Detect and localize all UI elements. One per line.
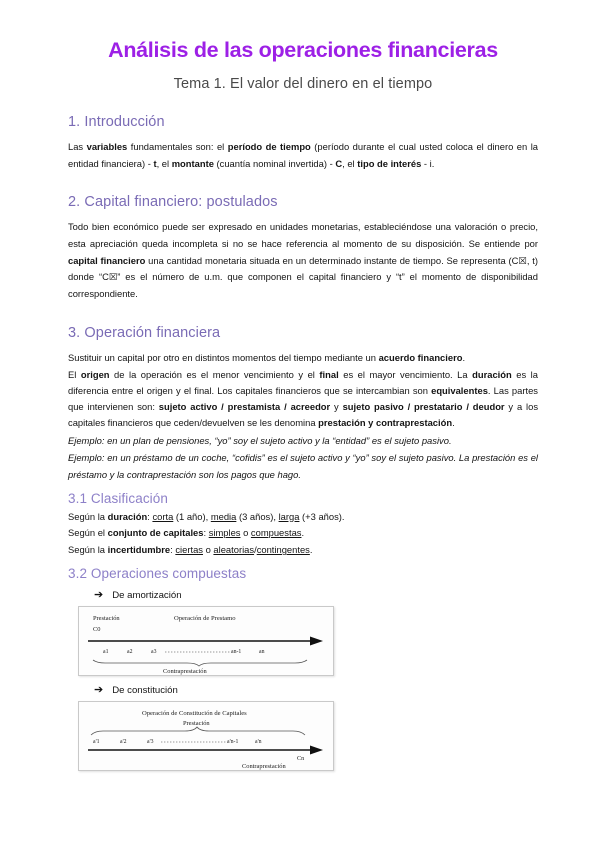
figure-operacion-de-prestamo: [78, 606, 334, 676]
text-run: Según el: [68, 527, 108, 539]
text-run: Según la: [68, 510, 108, 522]
figure2-payment-label: a'n: [255, 738, 262, 745]
example-plan-de-pensiones: Ejemplo: en un plan de pensiones, “yo” soy el sujeto activo y la “entidad” es el sujeto pasivo.: [68, 435, 452, 447]
text-run-bold: equivalentes: [431, 384, 488, 396]
text-run-bold: t: [153, 157, 157, 169]
figure2-payment-label: a'2: [120, 738, 127, 745]
arrow-right-icon: ➔: [94, 588, 104, 601]
text-run-bold: conjunto de capitales: [107, 527, 204, 539]
text-run: Todo bien económico puede ser expresado en unidades monetarias, estableciéndose una valoración o precio, esta apreciación queda incompleta si no se hace referencia al momento de su disposición. Se entiende por: [68, 221, 538, 249]
subsection-heading-clasificacion: 3.1 Clasificación: [68, 490, 168, 506]
text-run-bold: capital financiero: [68, 254, 146, 266]
text-run: .: [309, 544, 313, 556]
figure1-label-prestacion: Prestación: [93, 614, 120, 622]
clasificacion-line-duracion: [68, 509, 538, 526]
text-run: (período durante el cual usted coloca el dinero en la entidad financiera) -: [68, 140, 538, 169]
text-run-underline: aleatorias: [213, 544, 255, 556]
section-heading-capital-financiero: 2. Capital financiero: postulados: [68, 194, 278, 211]
text-run: . Las partes que intervienen son:: [68, 384, 538, 413]
figure1-title: Operación de Prestamo: [174, 614, 236, 622]
arrow-right-icon: ➔: [94, 683, 104, 696]
text-run: (cuantía nominal invertida) -: [213, 157, 336, 169]
text-run-underline: larga: [278, 510, 300, 522]
diagram-constitucion-canvas: [79, 702, 333, 770]
figure2-payment-label: a'n-1: [227, 738, 239, 745]
paragraph-operacion-sustituir: [68, 350, 538, 367]
text-run-underline: contingentes: [256, 544, 310, 556]
text-run-underline: corta: [152, 510, 174, 522]
text-run: Sustituir un capital por otro en distintos momentos del tiempo mediante un: [68, 351, 379, 363]
text-run: , el: [156, 157, 172, 169]
text-run-bold: origen: [80, 368, 110, 380]
figure1-payment-label: an: [259, 648, 265, 655]
figure2-payment-label: a'1: [93, 738, 100, 745]
text-run-bold: acuerdo financiero: [378, 351, 463, 363]
section-heading-operacion-financiera: 3. Operación financiera: [68, 324, 221, 341]
figure1-payment-label: an-1: [231, 648, 242, 655]
text-run-bold: variables: [86, 140, 128, 152]
bullet-de-amortizacion: [94, 590, 538, 601]
text-run: /: [254, 544, 257, 556]
bullet-label: De amortización: [112, 589, 182, 601]
text-run-bold: duración: [472, 368, 512, 380]
text-run: de la operación es el menor vencimiento y el: [109, 368, 320, 380]
text-run-bold: sujeto pasivo / prestatario / deudor: [342, 401, 505, 413]
text-run: Según la: [68, 544, 108, 556]
paragraph-capital-financiero: [68, 219, 538, 303]
text-run-bold: duración: [107, 510, 148, 522]
text-run: :: [203, 527, 209, 539]
example-prestamo-coche: Ejemplo: en un préstamo de un coche, “cofidis” es el sujeto activo y “yo” soy el sujeto pasivo. La prestación es el préstamo y la contraprestación son los pagos que hago.: [68, 452, 538, 480]
bullet-de-constitucion: [94, 685, 538, 696]
text-run: Las: [68, 140, 87, 152]
text-run-bold: prestación y contraprestación: [318, 417, 453, 429]
text-run: , el: [342, 157, 358, 169]
text-run-bold: período de tiempo: [227, 140, 311, 152]
figure1-label-capital: C0: [93, 625, 101, 633]
text-run: .: [452, 417, 455, 429]
text-run-bold: C: [335, 157, 343, 169]
text-run: - i.: [421, 157, 435, 169]
figure2-label-prestacion: Prestación: [183, 719, 210, 727]
text-run: (+3 años).: [299, 510, 345, 522]
text-run: (1 año),: [173, 510, 211, 522]
text-run-underline: simples: [208, 527, 241, 539]
text-run: y a los capitales financieros que ceden/devuelven se les denomina: [68, 401, 539, 429]
text-run-underline: media: [210, 510, 237, 522]
text-run: :: [147, 510, 153, 522]
text-run-bold: final: [319, 368, 339, 380]
text-run-underline: ciertas: [175, 544, 203, 556]
subsection-heading-operaciones-compuestas: 3.2 Operaciones compuestas: [68, 565, 247, 581]
text-run-bold: incertidumbre: [107, 544, 171, 556]
text-run: .: [462, 351, 466, 363]
text-run: El: [68, 368, 81, 380]
text-run: o: [240, 527, 251, 539]
document-subtitle: Tema 1. El valor del dinero en el tiempo: [173, 75, 433, 92]
text-run: (3 años),: [236, 510, 279, 522]
figure1-payment-label: a1: [103, 648, 109, 655]
figure2-label-capital-final: Cn: [297, 754, 305, 762]
text-run: una cantidad monetaria situada en un determinado instante de tiempo. Se representa (C☒, t) donde “C☒” es el número de u.m. que componen el capital financiero y “t” el momento de disponibilidad correspondiente.: [68, 254, 538, 300]
text-run: es el mayor vencimiento. La: [338, 368, 473, 380]
text-run: y: [330, 401, 343, 413]
figure2-label-contraprestacion: Contraprestación: [242, 762, 286, 770]
text-run: fundamentales son: el: [127, 140, 228, 152]
paragraph-operacion-origen-final: [68, 367, 538, 432]
figure1-payment-label: a3: [151, 648, 157, 655]
text-run-bold: montante: [171, 157, 214, 169]
clasificacion-line-incertidumbre: [68, 542, 538, 559]
bullet-label: De constitución: [112, 684, 178, 696]
figure2-payment-label: a'3: [147, 738, 154, 745]
paragraph-introduccion: [68, 139, 538, 172]
document-title: Análisis de las operaciones financieras: [108, 38, 498, 62]
text-run-bold: sujeto activo / prestamista / acreedor: [158, 401, 331, 413]
text-run-bold: tipo de interés: [357, 157, 422, 169]
text-run: es la diferencia entre el origen y el final. Los capitales financieros que se intercambian son: [68, 368, 538, 396]
figure2-title: Operación de Constitución de Capitales: [142, 709, 247, 717]
text-run: o: [202, 544, 214, 556]
clasificacion-line-conjunto-capitales: [68, 525, 538, 542]
section-heading-introduccion: 1. Introducción: [68, 113, 165, 130]
figure-operacion-de-constitucion: [78, 701, 334, 771]
diagram-prestamo-canvas: [79, 607, 333, 675]
figure1-label-contraprestacion: Contraprestación: [163, 667, 207, 675]
text-run-underline: compuestas: [250, 527, 302, 539]
text-run: :: [170, 544, 176, 556]
text-run: .: [301, 527, 305, 539]
figure1-payment-label: a2: [127, 648, 133, 655]
